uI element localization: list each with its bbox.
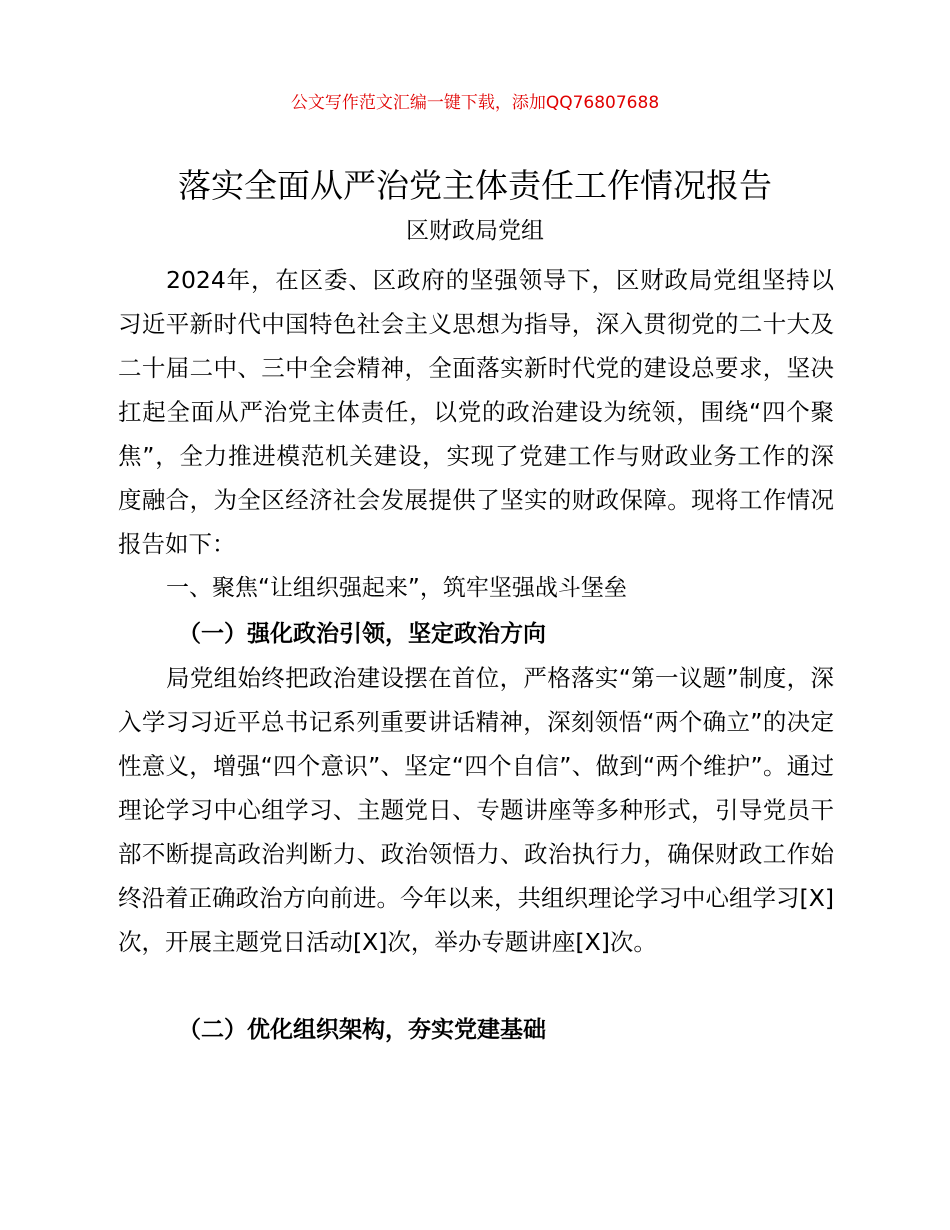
download-ad-banner[interactable]: 公文写作范文汇编一键下载，添加QQ76807688 — [290, 93, 660, 113]
report-title: 落实全面从严治党主体责任工作情况报告 — [178, 166, 772, 205]
subsection-1-paragraph: 局党组始终把政治建设摆在首位，严格落实“第一议题”制度，深入学习习近平总书记系列重要讲话精神，深刻领悟“两个确立”的决定性意义，增强“四个意识”、坚定“四个自信”、做到“两个维护”。通过理论学习中心组学习、主题党日、专题讲座等多种形式，引导党员干部不断提高政治判断力、政治领悟力、政治执行力，确保财政工作始终沿着正确政治方向前进。今年以来，共组织理论学习中心组学习[X]次，开展主题党日活动[X]次，举办专题讲座[X]次。 — [118, 664, 834, 956]
report-author: 区财政局党组 — [406, 218, 544, 244]
subsection-heading-2: （二）优化组织架构，夯实党建基础 — [178, 1017, 546, 1043]
section-heading-1: 一、聚焦“让组织强起来”，筑牢坚强战斗堡垒 — [166, 575, 627, 601]
intro-paragraph: 2024年，在区委、区政府的坚强领导下，区财政局党组坚持以习近平新时代中国特色社会主义思想为指导，深入贯彻党的二十大及二十届二中、三中全会精神，全面落实新时代党的建设总要求，坚决扛起全面从严治党主体责任，以党的政治建设为统领，围绕“四个聚焦”，全力推进模范机关建设，实现了党建工作与财政业务工作的深度融合，为全区经济社会发展提供了坚实的财政保障。现将工作情况报告如下： — [118, 266, 834, 558]
subsection-heading-1: （一）强化政治引领，坚定政治方向 — [178, 621, 546, 647]
